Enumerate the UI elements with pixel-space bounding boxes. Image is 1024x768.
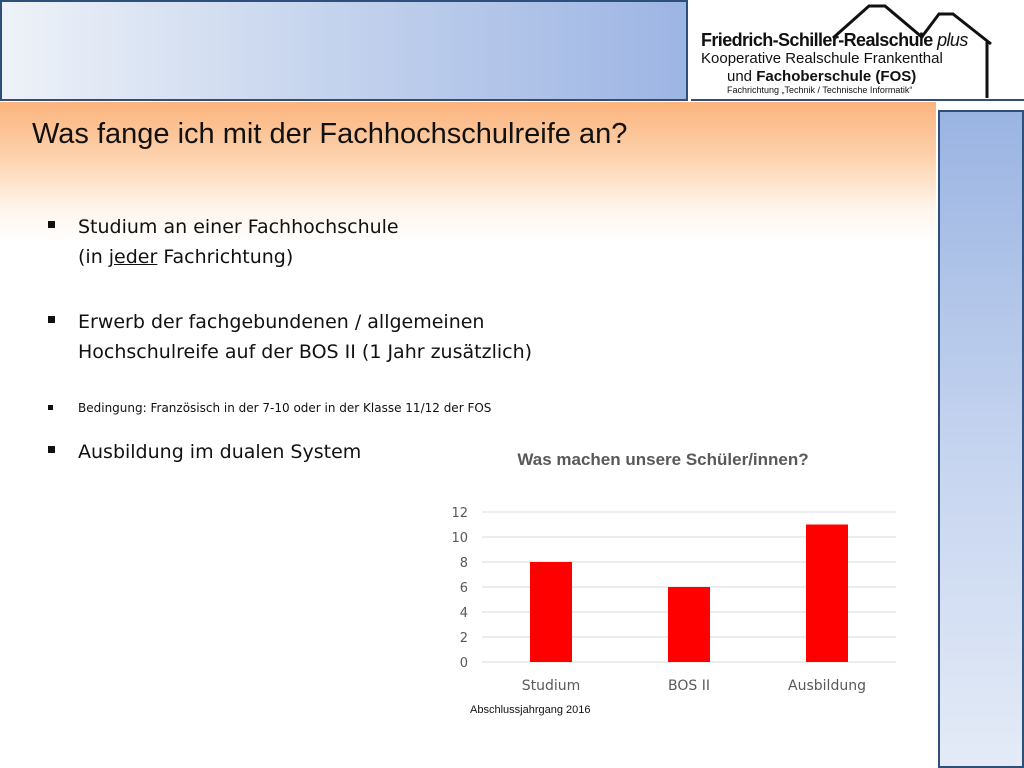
- bullet-text: Studium an einer Fachhochschule: [78, 216, 399, 238]
- y-tick-label: 6: [459, 581, 468, 596]
- y-tick-label: 12: [451, 506, 468, 521]
- logo-line-2: Kooperative Realschule Frankenthal: [701, 50, 943, 67]
- y-tick-label: 4: [459, 606, 468, 621]
- y-tick-label: 2: [459, 631, 468, 646]
- bar-chart: [420, 440, 920, 700]
- chart-title: Was machen unsere Schüler/innen?: [517, 450, 809, 469]
- bullet-text-line2: (in jeder Fachrichtung): [78, 246, 294, 268]
- bullet-text: Erwerb der fachgebundenen / allgemeinen Hochschulreife auf der BOS II (1 Jahr zusätzlich): [78, 311, 533, 363]
- bar: [668, 587, 710, 662]
- chart-caption: Abschlussjahrgang 2016: [470, 704, 591, 716]
- bullet-square-icon: [48, 405, 53, 410]
- logo-school-name: Friedrich-Schiller-Realschule plus: [701, 30, 968, 50]
- bullet-text: Ausbildung im dualen System: [78, 441, 362, 463]
- bullet-text: Bedingung: Französisch in der 7-10 oder in der Klasse 11/12 der FOS: [78, 401, 492, 415]
- header-banner: [0, 0, 688, 101]
- x-tick-label: BOS II: [668, 678, 710, 694]
- page-title: Was fange ich mit der Fachhochschulreife an?: [32, 118, 628, 150]
- bullet-square-icon: [48, 316, 55, 323]
- x-tick-label: Ausbildung: [788, 678, 866, 694]
- bullet-square-icon: [48, 446, 55, 453]
- bar: [806, 525, 848, 663]
- bar: [530, 562, 572, 662]
- bullet-square-icon: [48, 221, 55, 228]
- y-tick-label: 10: [451, 531, 468, 546]
- right-sidebar-panel: [938, 110, 1024, 768]
- logo-line-3: und Fachoberschule (FOS): [727, 68, 917, 85]
- logo-line-4: Fachrichtung „Technik / Technische Informatik“: [727, 85, 913, 95]
- y-tick-label: 8: [459, 556, 468, 571]
- school-logo: [691, 0, 1024, 101]
- y-tick-label: 0: [459, 656, 468, 671]
- x-tick-label: Studium: [521, 678, 581, 694]
